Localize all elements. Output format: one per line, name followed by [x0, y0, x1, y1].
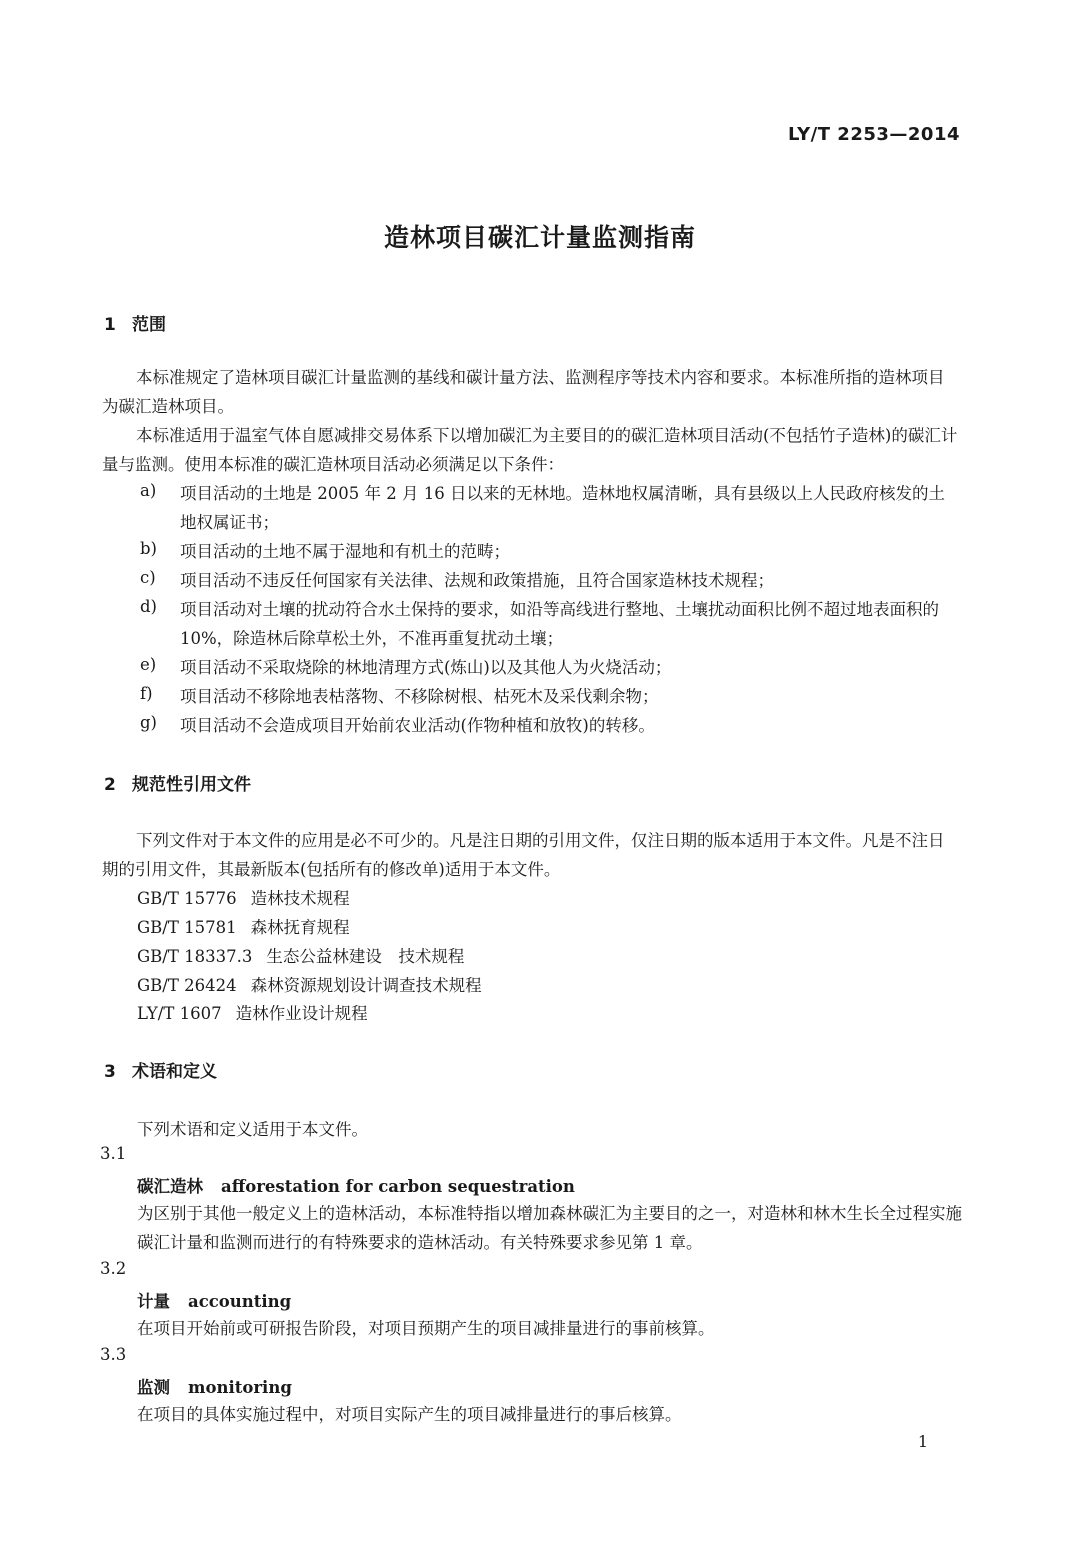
section-1-paragraph-2: 本标准适用于温室气体自愿减排交易体系下以增加碳汇为主要目的的碳汇造林项目活动(不包括竹子造林)的碳汇计量与监测。使用本标准的碳汇造林项目活动必须满足以下条件： — [102, 426, 958, 474]
reference-name: 森林抚育规程 — [250, 918, 350, 937]
term-definition: 为区别于其他一般定义上的造林活动，本标准特指以增加森林碳汇为主要目的之一，对造林和林木生长全过程实施碳汇计量和监测而进行的有特殊要求的造林活动。有关特殊要求参见第 1 章。 — [137, 1204, 962, 1252]
term-zh: 监测 — [137, 1378, 170, 1397]
list-item-text: 项目活动不采取烧除的林地清理方式(炼山)以及其他人为火烧活动； — [180, 658, 672, 677]
list-item-label: f) — [140, 684, 153, 703]
page-title: 造林项目碳汇计量监测指南 — [383, 223, 696, 252]
reference-code: LY/T 1607 — [137, 1004, 222, 1023]
list-item-text: 项目活动对土壤的扰动符合水土保持的要求，如沿等高线进行整地、土壤扰动面积比例不超过地表面积的 10%，除造林后除草松土外，不准再重复扰动土壤； — [180, 600, 939, 648]
section-number: 1 — [104, 315, 116, 335]
list-item-text: 项目活动的土地不属于湿地和有机土的范畴； — [180, 542, 510, 561]
term-en: afforestation for carbon sequestration — [221, 1177, 575, 1196]
clause-number: 3.2 — [100, 1259, 127, 1278]
term-heading — [137, 1173, 575, 1197]
list-item-label: c) — [140, 568, 156, 587]
term-definition: 在项目开始前或可研报告阶段，对项目预期产生的项目减排量进行的事前核算。 — [137, 1319, 715, 1338]
section-3-intro: 下列术语和定义适用于本文件。 — [137, 1120, 368, 1139]
page-number: 1 — [917, 1432, 928, 1451]
reference-item — [137, 885, 350, 909]
section-1-paragraph-1: 本标准规定了造林项目碳汇计量监测的基线和碳计量方法、监测程序等技术内容和要求。本标准所指的造林项目为碳汇造林项目。 — [102, 368, 945, 416]
section-2-heading — [104, 770, 251, 795]
term-zh: 计量 — [137, 1292, 170, 1311]
list-item-label: d) — [140, 597, 157, 616]
section-number: 3 — [104, 1062, 116, 1082]
clause-number: 3.3 — [100, 1345, 127, 1364]
section-title: 范围 — [132, 315, 166, 335]
reference-code: GB/T 15776 — [137, 889, 237, 908]
reference-item — [137, 972, 482, 996]
section-number: 2 — [104, 775, 116, 795]
section-1-heading — [104, 310, 166, 335]
term-en: monitoring — [188, 1378, 292, 1397]
list-item-text: 项目活动不违反任何国家有关法律、法规和政策措施，且符合国家造林技术规程； — [180, 571, 774, 590]
section-title: 规范性引用文件 — [132, 775, 251, 795]
term-heading — [137, 1374, 292, 1398]
reference-code: GB/T 26424 — [137, 976, 237, 995]
term-heading — [137, 1288, 291, 1312]
term-definition: 在项目的具体实施过程中，对项目实际产生的项目减排量进行的事后核算。 — [137, 1405, 682, 1424]
reference-name: 森林资源规划设计调查技术规程 — [250, 976, 482, 995]
reference-code: GB/T 15781 — [137, 918, 237, 937]
section-3-heading — [104, 1057, 217, 1082]
list-item-label: e) — [140, 655, 157, 674]
reference-item — [137, 914, 350, 938]
list-item-label: b) — [140, 539, 157, 558]
reference-name: 造林作业设计规程 — [235, 1004, 368, 1023]
clause-number: 3.1 — [100, 1144, 127, 1163]
reference-item — [137, 943, 464, 967]
list-item-label: a) — [140, 481, 157, 500]
list-item-text: 项目活动不会造成项目开始前农业活动(作物种植和放牧)的转移。 — [180, 716, 655, 735]
reference-item — [137, 1000, 368, 1024]
reference-name: 生态公益林建设 技术规程 — [266, 947, 465, 966]
standard-code: LY/T 2253—2014 — [787, 124, 960, 145]
section-2-paragraph: 下列文件对于本文件的应用是必不可少的。凡是注日期的引用文件，仅注日期的版本适用于本文件。凡是不注日期的引用文件，其最新版本(包括所有的修改单)适用于本文件。 — [102, 831, 945, 879]
list-item-text: 项目活动的土地是 2005 年 2 月 16 日以来的无林地。造林地权属清晰，具有县级以上人民政府核发的土地权属证书； — [180, 484, 945, 532]
reference-code: GB/T 18337.3 — [137, 947, 253, 966]
term-en: accounting — [188, 1292, 292, 1311]
term-zh: 碳汇造林 — [137, 1177, 203, 1196]
list-item-label: g) — [140, 713, 157, 732]
section-title: 术语和定义 — [132, 1062, 217, 1082]
reference-name: 造林技术规程 — [250, 889, 350, 908]
list-item-text: 项目活动不移除地表枯落物、不移除树根、枯死木及采伐剩余物； — [180, 687, 659, 706]
